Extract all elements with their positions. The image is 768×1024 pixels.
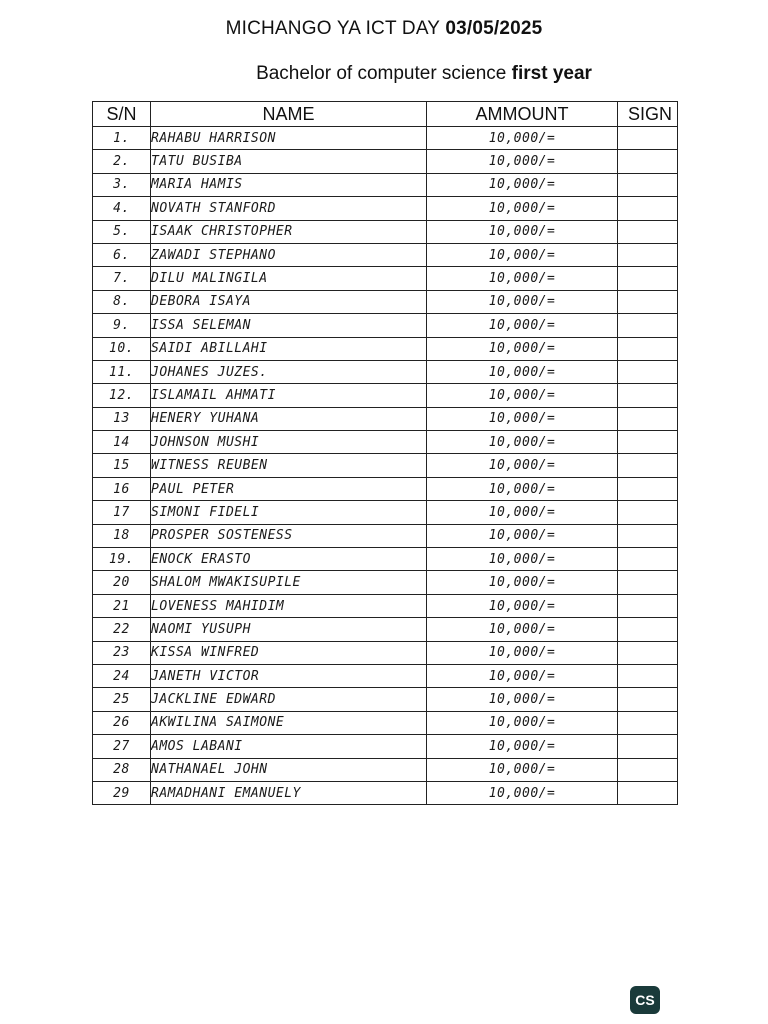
table-row	[93, 711, 678, 734]
row-signature-cell	[618, 548, 678, 571]
row-name: AMOS LABANI	[151, 735, 427, 758]
row-amount: 10,000/=	[427, 735, 618, 758]
row-serial-number: 18	[93, 524, 151, 547]
row-serial-number: 22	[93, 618, 151, 641]
row-signature-cell	[618, 173, 678, 196]
row-amount: 10,000/=	[427, 243, 618, 266]
row-name: SIMONI FIDELI	[151, 501, 427, 524]
row-name: JACKLINE EDWARD	[151, 688, 427, 711]
row-amount: 10,000/=	[427, 267, 618, 290]
row-serial-number: 25	[93, 688, 151, 711]
row-serial-number: 26	[93, 711, 151, 734]
table-row	[93, 641, 678, 664]
row-serial-number: 29	[93, 781, 151, 804]
row-name: NAOMI YUSUPH	[151, 618, 427, 641]
row-name: DEBORA ISAYA	[151, 290, 427, 313]
row-amount: 10,000/=	[427, 407, 618, 430]
row-name: HENERY YUHANA	[151, 407, 427, 430]
row-serial-number: 6.	[93, 243, 151, 266]
row-signature-cell	[618, 431, 678, 454]
row-serial-number: 23	[93, 641, 151, 664]
row-amount: 10,000/=	[427, 501, 618, 524]
row-signature-cell	[618, 384, 678, 407]
row-signature-cell	[618, 290, 678, 313]
row-signature-cell	[618, 781, 678, 804]
row-serial-number: 14	[93, 431, 151, 454]
table-row	[93, 758, 678, 781]
row-amount: 10,000/=	[427, 688, 618, 711]
row-name: KISSA WINFRED	[151, 641, 427, 664]
table-row	[93, 501, 678, 524]
row-serial-number: 15	[93, 454, 151, 477]
row-signature-cell	[618, 735, 678, 758]
row-amount: 10,000/=	[427, 524, 618, 547]
row-serial-number: 8.	[93, 290, 151, 313]
document-subtitle	[0, 63, 768, 85]
row-signature-cell	[618, 594, 678, 617]
row-name: LOVENESS MAHIDIM	[151, 594, 427, 617]
row-signature-cell	[618, 220, 678, 243]
row-name: NOVATH STANFORD	[151, 197, 427, 220]
table-row	[93, 664, 678, 687]
table-row	[93, 290, 678, 313]
row-serial-number: 1.	[93, 127, 151, 150]
row-signature-cell	[618, 407, 678, 430]
table-row	[93, 337, 678, 360]
row-name: MARIA HAMIS	[151, 173, 427, 196]
row-signature-cell	[618, 243, 678, 266]
row-signature-cell	[618, 758, 678, 781]
row-amount: 10,000/=	[427, 220, 618, 243]
row-amount: 10,000/=	[427, 431, 618, 454]
row-name: PROSPER SOSTENESS	[151, 524, 427, 547]
row-serial-number: 2.	[93, 150, 151, 173]
row-amount: 10,000/=	[427, 314, 618, 337]
row-name: JOHNSON MUSHI	[151, 431, 427, 454]
contribution-table	[92, 101, 678, 805]
table-row	[93, 594, 678, 617]
row-name: ZAWADI STEPHANO	[151, 243, 427, 266]
row-name: DILU MALINGILA	[151, 267, 427, 290]
table-row	[93, 688, 678, 711]
row-serial-number: 13	[93, 407, 151, 430]
row-serial-number: 16	[93, 477, 151, 500]
row-signature-cell	[618, 150, 678, 173]
document-title	[0, 18, 768, 40]
row-name: SHALOM MWAKISUPILE	[151, 571, 427, 594]
row-amount: 10,000/=	[427, 290, 618, 313]
row-name: NATHANAEL JOHN	[151, 758, 427, 781]
row-amount: 10,000/=	[427, 454, 618, 477]
row-amount: 10,000/=	[427, 711, 618, 734]
table-row	[93, 267, 678, 290]
table-body	[93, 127, 678, 805]
row-serial-number: 21	[93, 594, 151, 617]
row-amount: 10,000/=	[427, 664, 618, 687]
row-serial-number: 24	[93, 664, 151, 687]
row-name: JOHANES JUZES.	[151, 360, 427, 383]
row-name: RAHABU HARRISON	[151, 127, 427, 150]
table-row	[93, 454, 678, 477]
row-name: ENOCK ERASTO	[151, 548, 427, 571]
row-signature-cell	[618, 127, 678, 150]
camscanner-logo-text: CS	[635, 992, 655, 1008]
subtitle-emphasis: first year	[511, 63, 592, 84]
row-amount: 10,000/=	[427, 197, 618, 220]
row-serial-number: 4.	[93, 197, 151, 220]
column-header-name: NAME	[151, 102, 427, 127]
table-row	[93, 243, 678, 266]
table-row	[93, 735, 678, 758]
table-row	[93, 571, 678, 594]
table-header-row	[93, 102, 678, 127]
row-name: PAUL PETER	[151, 477, 427, 500]
row-name: JANETH VICTOR	[151, 664, 427, 687]
column-header-sn: S/N	[93, 102, 151, 127]
row-serial-number: 10.	[93, 337, 151, 360]
table-row	[93, 524, 678, 547]
table-row	[93, 431, 678, 454]
subtitle-text: Bachelor of computer science	[256, 63, 507, 84]
row-signature-cell	[618, 501, 678, 524]
row-signature-cell	[618, 454, 678, 477]
row-serial-number: 20	[93, 571, 151, 594]
row-name: ISSA SELEMAN	[151, 314, 427, 337]
row-serial-number: 19.	[93, 548, 151, 571]
row-signature-cell	[618, 688, 678, 711]
row-signature-cell	[618, 337, 678, 360]
row-serial-number: 28	[93, 758, 151, 781]
row-serial-number: 5.	[93, 220, 151, 243]
row-signature-cell	[618, 571, 678, 594]
row-amount: 10,000/=	[427, 150, 618, 173]
row-amount: 10,000/=	[427, 477, 618, 500]
table-row	[93, 360, 678, 383]
table-row	[93, 477, 678, 500]
table-row	[93, 197, 678, 220]
row-name: WITNESS REUBEN	[151, 454, 427, 477]
camscanner-logo	[630, 986, 660, 1014]
title-text: MICHANGO YA ICT DAY	[225, 18, 440, 39]
row-signature-cell	[618, 641, 678, 664]
row-amount: 10,000/=	[427, 360, 618, 383]
row-name: ISAAK CHRISTOPHER	[151, 220, 427, 243]
row-amount: 10,000/=	[427, 571, 618, 594]
row-amount: 10,000/=	[427, 548, 618, 571]
row-amount: 10,000/=	[427, 618, 618, 641]
row-signature-cell	[618, 197, 678, 220]
table-row	[93, 173, 678, 196]
row-signature-cell	[618, 360, 678, 383]
row-signature-cell	[618, 711, 678, 734]
column-header-sign: SIGN	[618, 102, 678, 127]
row-name: SAIDI ABILLAHI	[151, 337, 427, 360]
row-serial-number: 12.	[93, 384, 151, 407]
row-amount: 10,000/=	[427, 781, 618, 804]
table-row	[93, 220, 678, 243]
row-amount: 10,000/=	[427, 641, 618, 664]
row-serial-number: 11.	[93, 360, 151, 383]
row-signature-cell	[618, 524, 678, 547]
row-name: AKWILINA SAIMONE	[151, 711, 427, 734]
row-serial-number: 9.	[93, 314, 151, 337]
row-amount: 10,000/=	[427, 384, 618, 407]
row-amount: 10,000/=	[427, 127, 618, 150]
row-name: TATU BUSIBA	[151, 150, 427, 173]
table-row	[93, 384, 678, 407]
table-row	[93, 314, 678, 337]
row-amount: 10,000/=	[427, 758, 618, 781]
row-signature-cell	[618, 267, 678, 290]
table-row	[93, 781, 678, 804]
table-row	[93, 150, 678, 173]
row-name: ISLAMAIL AHMATI	[151, 384, 427, 407]
table-row	[93, 548, 678, 571]
row-amount: 10,000/=	[427, 594, 618, 617]
row-signature-cell	[618, 477, 678, 500]
row-signature-cell	[618, 618, 678, 641]
row-serial-number: 17	[93, 501, 151, 524]
row-amount: 10,000/=	[427, 337, 618, 360]
row-serial-number: 7.	[93, 267, 151, 290]
table-row	[93, 407, 678, 430]
table-row	[93, 127, 678, 150]
title-date: 03/05/2025	[445, 18, 543, 39]
row-signature-cell	[618, 664, 678, 687]
row-name: RAMADHANI EMANUELY	[151, 781, 427, 804]
column-header-amount: AMMOUNT	[427, 102, 618, 127]
row-serial-number: 3.	[93, 173, 151, 196]
row-signature-cell	[618, 314, 678, 337]
row-amount: 10,000/=	[427, 173, 618, 196]
row-serial-number: 27	[93, 735, 151, 758]
table-row	[93, 618, 678, 641]
